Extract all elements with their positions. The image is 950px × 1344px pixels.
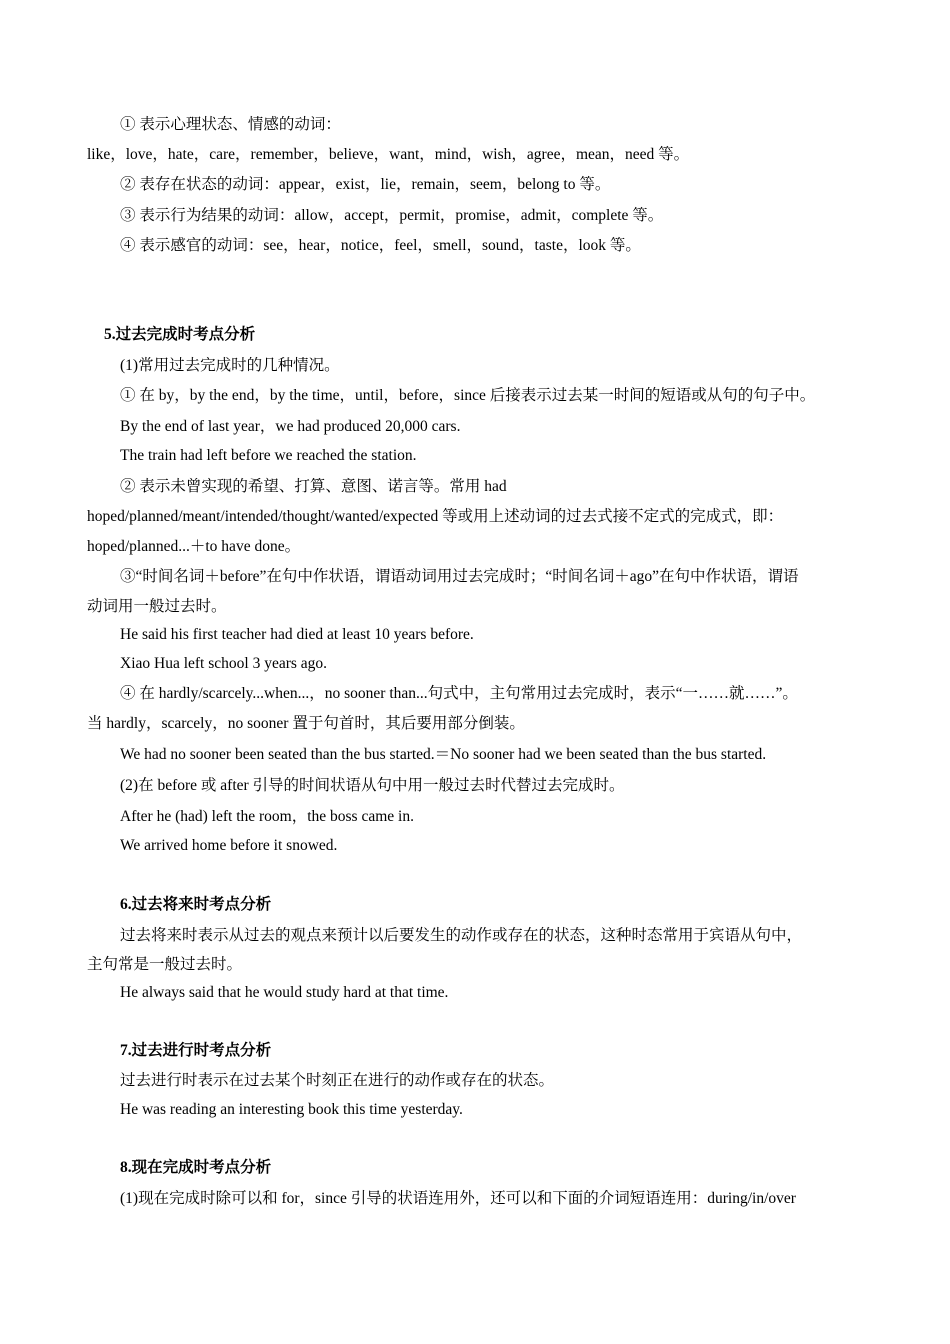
example-sentence: We arrived home before it snowed. bbox=[120, 837, 338, 854]
paragraph-line: 过去将来时表示从过去的观点来预计以后要发生的动作或存在的状态，这种时态常用于宾语从句中， bbox=[120, 927, 803, 944]
paragraph-line: 过去进行时表示在过去某个时刻正在进行的动作或存在的状态。 bbox=[120, 1072, 555, 1089]
paragraph-line: 主句常是一般过去时。 bbox=[87, 956, 243, 973]
paragraph-line: ③“时间名词＋before”在句中作状语，谓语动词用过去完成时；“时间名词＋ago”在句中作状语，谓语 bbox=[120, 568, 799, 585]
paragraph-line: (1)常用过去完成时的几种情况。 bbox=[120, 357, 340, 374]
example-sentence: Xiao Hua left school 3 years ago. bbox=[120, 655, 328, 672]
section-heading-present-perfect: 8.现在完成时考点分析 bbox=[120, 1159, 272, 1176]
paragraph-line: 动词用一般过去时。 bbox=[87, 598, 227, 615]
paragraph-line: 当 hardly，scarcely，no sooner 置于句首时，其后要用部分倒装。 bbox=[87, 715, 525, 732]
verb-type-mental: ① 表示心理状态、情感的动词： bbox=[120, 116, 341, 133]
example-sentence: He was reading an interesting book this time yesterday. bbox=[120, 1101, 463, 1118]
verb-type-result: ③ 表示行为结果的动词：allow，accept，permit，promise，admit，complete 等。 bbox=[120, 207, 664, 224]
paragraph-line: (1)现在完成时除可以和 for，since 引导的状语连用外，还可以和下面的介词短语连用：during/in/over bbox=[120, 1190, 796, 1207]
section-heading-past-perfect: 5.过去完成时考点分析 bbox=[104, 326, 256, 343]
verb-type-existence: ② 表存在状态的动词：appear，exist，lie，remain，seem，belong to 等。 bbox=[120, 176, 611, 193]
section-heading-future-in-past: 6.过去将来时考点分析 bbox=[120, 896, 272, 913]
section-heading-past-continuous: 7.过去进行时考点分析 bbox=[120, 1042, 272, 1059]
example-sentence: He said his first teacher had died at least 10 years before. bbox=[120, 626, 474, 643]
paragraph-line: ④ 在 hardly/scarcely...when...，no sooner than...句式中，主句常用过去完成时，表示“一……就……”。 bbox=[120, 685, 798, 702]
example-sentence: We had no sooner been seated than the bus started.＝No sooner had we been seated than the bus started. bbox=[120, 746, 767, 763]
paragraph-line: (2)在 before 或 after 引导的时间状语从句中用一般过去时代替过去完成时。 bbox=[120, 777, 625, 794]
paragraph-line: ① 在 by，by the end，by the time，until，before，since 后接表示过去某一时间的短语或从句的句子中。 bbox=[120, 387, 816, 404]
example-sentence: By the end of last year，we had produced 20,000 cars. bbox=[120, 418, 461, 435]
example-sentence: The train had left before we reached the station. bbox=[120, 447, 417, 464]
example-sentence: He always said that he would study hard at that time. bbox=[120, 984, 449, 1001]
paragraph-line: ② 表示未曾实现的希望、打算、意图、诺言等。常用 had bbox=[120, 478, 507, 495]
paragraph-line: hoped/planned...＋to have done。 bbox=[87, 538, 301, 555]
verb-list-mental: like，love，hate，care，remember，believe，want，mind，wish，agree，mean，need 等。 bbox=[87, 146, 690, 163]
verb-type-senses: ④ 表示感官的动词：see，hear，notice，feel，smell，sound，taste，look 等。 bbox=[120, 237, 641, 254]
paragraph-line: hoped/planned/meant/intended/thought/wanted/expected 等或用上述动词的过去式接不定式的完成式，即： bbox=[87, 508, 784, 525]
example-sentence: After he (had) left the room，the boss came in. bbox=[120, 808, 414, 825]
